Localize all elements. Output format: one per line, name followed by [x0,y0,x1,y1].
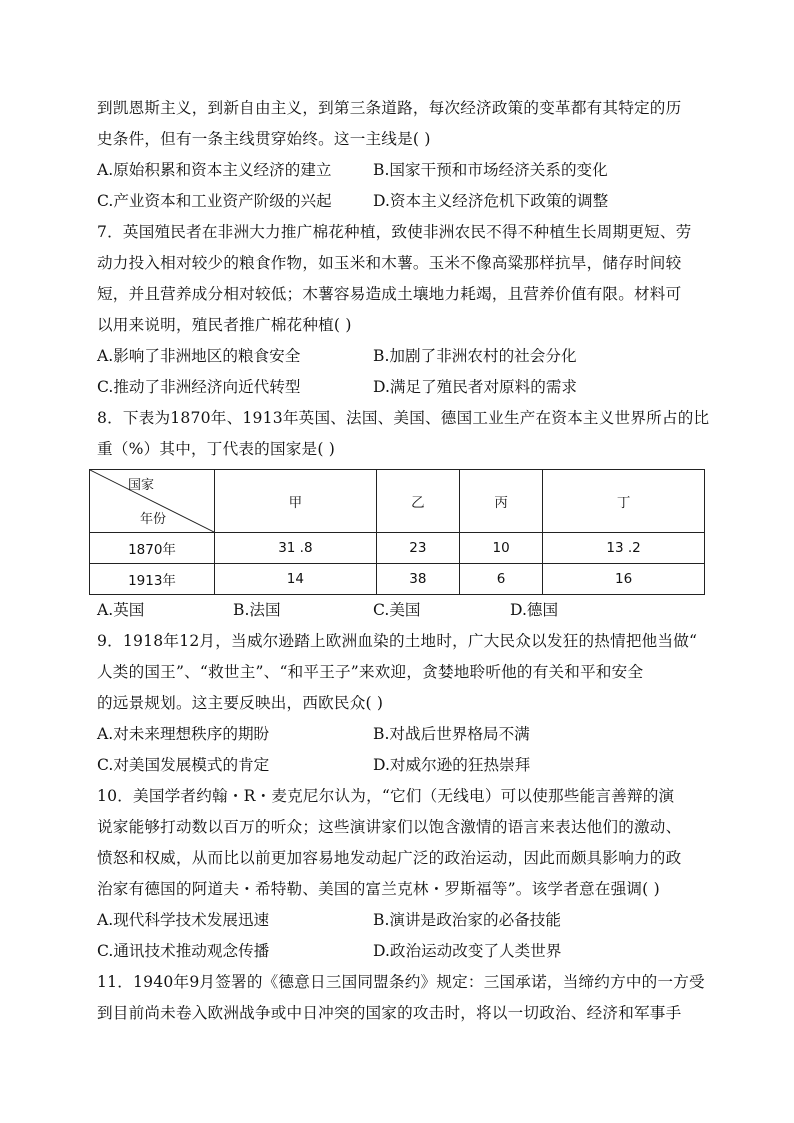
q8-option-d[interactable]: D.德国 [510,601,559,619]
q6-option-d[interactable]: D.资本主义经济危机下政策的调整 [373,192,609,210]
q7-stem-line-2: 动力投入相对较少的粮食作物，如玉米和木薯。玉米不像高粱那样抗旱，储存时间较 [97,254,682,272]
corner-label-year: 年份 [140,512,167,527]
q10-stem-line-2: 说家能够打动数以百万的听众；这些演讲家们以饱含激情的语言来表达他们的激动、 [97,818,682,836]
q7-stem-line-1: 7．英国殖民者在非洲大力推广棉花种植，致使非洲农民不得不种植生长周期更短、劳 [97,223,692,241]
q11-stem-line-1: 11．1940年9月签署的《德意日三国同盟条约》规定：三国承诺，当缔约方中的一方受 [97,973,705,991]
table-cell: 14 [215,564,377,595]
q10-option-a[interactable]: A.现代科学技术发展迅速 [97,911,270,929]
industry-share-table [89,469,705,595]
table-row [90,564,705,595]
q8-option-c[interactable]: C.美国 [373,601,421,619]
q6-option-c[interactable]: C.产业资本和工业资产阶级的兴起 [97,192,332,210]
q8-stem-line-1: 8．下表为1870年、1913年英国、法国、美国、德国工业生产在资本主义世界所占的比 [97,409,710,427]
q7-option-b[interactable]: B.加剧了非洲农村的社会分化 [373,347,577,365]
table-row [90,533,705,564]
table-header-ding: 丁 [543,470,705,533]
table-cell: 13 .2 [543,533,705,564]
q8-stem-line-2: 重（%）其中，丁代表的国家是( ) [97,440,336,458]
table-cell: 23 [376,533,459,564]
table-corner-cell [90,470,215,533]
q7-stem-line-3: 短，并且营养成分相对较低；木薯容易造成土壤地力耗竭，且营养价值有限。材料可 [97,285,682,303]
q9-stem-line-3: 的远景规划。这主要反映出，西欧民众( ) [97,694,384,712]
q9-stem-line-2: 人类的国王”、“救世主”、“和平王子”来欢迎，贪婪地聆听他的有关和平和安全 [97,663,644,681]
q9-stem-line-1: 9．1918年12月，当威尔逊踏上欧洲血染的土地时，广大民众以发狂的热情把他当做“ [97,632,698,650]
q10-option-c[interactable]: C.通讯技术推动观念传播 [97,942,270,960]
q6-option-b[interactable]: B.国家干预和市场经济关系的变化 [373,161,608,179]
table-header-bing: 丙 [459,470,542,533]
q11-stem-line-2: 到目前尚未卷入欧洲战争或中日冲突的国家的攻击时，将以一切政治、经济和军事手 [97,1004,682,1022]
table-year-cell: 1913年 [90,564,215,595]
q7-option-d[interactable]: D.满足了殖民者对原料的需求 [373,378,578,396]
q10-option-d[interactable]: D.政治运动改变了人类世界 [373,942,562,960]
q9-option-d[interactable]: D.对威尔逊的狂热崇拜 [373,756,531,774]
q10-stem-line-1: 10．美国学者约翰・R・麦克尼尔认为，“它们（无线电）可以使那些能言善辩的演 [97,787,675,805]
table-cell: 16 [543,564,705,595]
q8-option-a[interactable]: A.英国 [97,601,145,619]
q6-option-a[interactable]: A.原始积累和资本主义经济的建立 [97,161,332,179]
table-header-jia: 甲 [215,470,377,533]
table-cell: 38 [376,564,459,595]
table-cell: 6 [459,564,542,595]
q7-option-a[interactable]: A.影响了非洲地区的粮食安全 [97,347,301,365]
table-header-row [90,470,705,533]
q9-option-a[interactable]: A.对未来理想秩序的期盼 [97,725,270,743]
table-header-yi: 乙 [376,470,459,533]
q8-option-b[interactable]: B.法国 [233,601,281,619]
q9-option-b[interactable]: B.对战后世界格局不满 [373,725,530,743]
q6-stem-line-1: 到凯恩斯主义，到新自由主义，到第三条道路，每次经济政策的变革都有其特定的历 [97,99,682,117]
table-cell: 31 .8 [215,533,377,564]
q7-stem-line-4: 以用来说明，殖民者推广棉花种植( ) [97,316,352,334]
q9-option-c[interactable]: C.对美国发展模式的肯定 [97,756,270,774]
corner-label-country: 国家 [128,478,155,493]
table-cell: 10 [459,533,542,564]
q6-stem-line-2: 史条件，但有一条主线贯穿始终。这一主线是( ) [97,130,431,148]
q10-option-b[interactable]: B.演讲是政治家的必备技能 [373,911,561,929]
q10-stem-line-4: 治家有德国的阿道夫・希特勒、美国的富兰克林・罗斯福等”。该学者意在强调( ) [97,880,660,898]
q10-stem-line-3: 愤怒和权威，从而比以前更加容易地发动起广泛的政治运动，因此而颇具影响力的政 [97,849,682,867]
q7-option-c[interactable]: C.推动了非洲经济向近代转型 [97,378,301,396]
table-year-cell: 1870年 [90,533,215,564]
